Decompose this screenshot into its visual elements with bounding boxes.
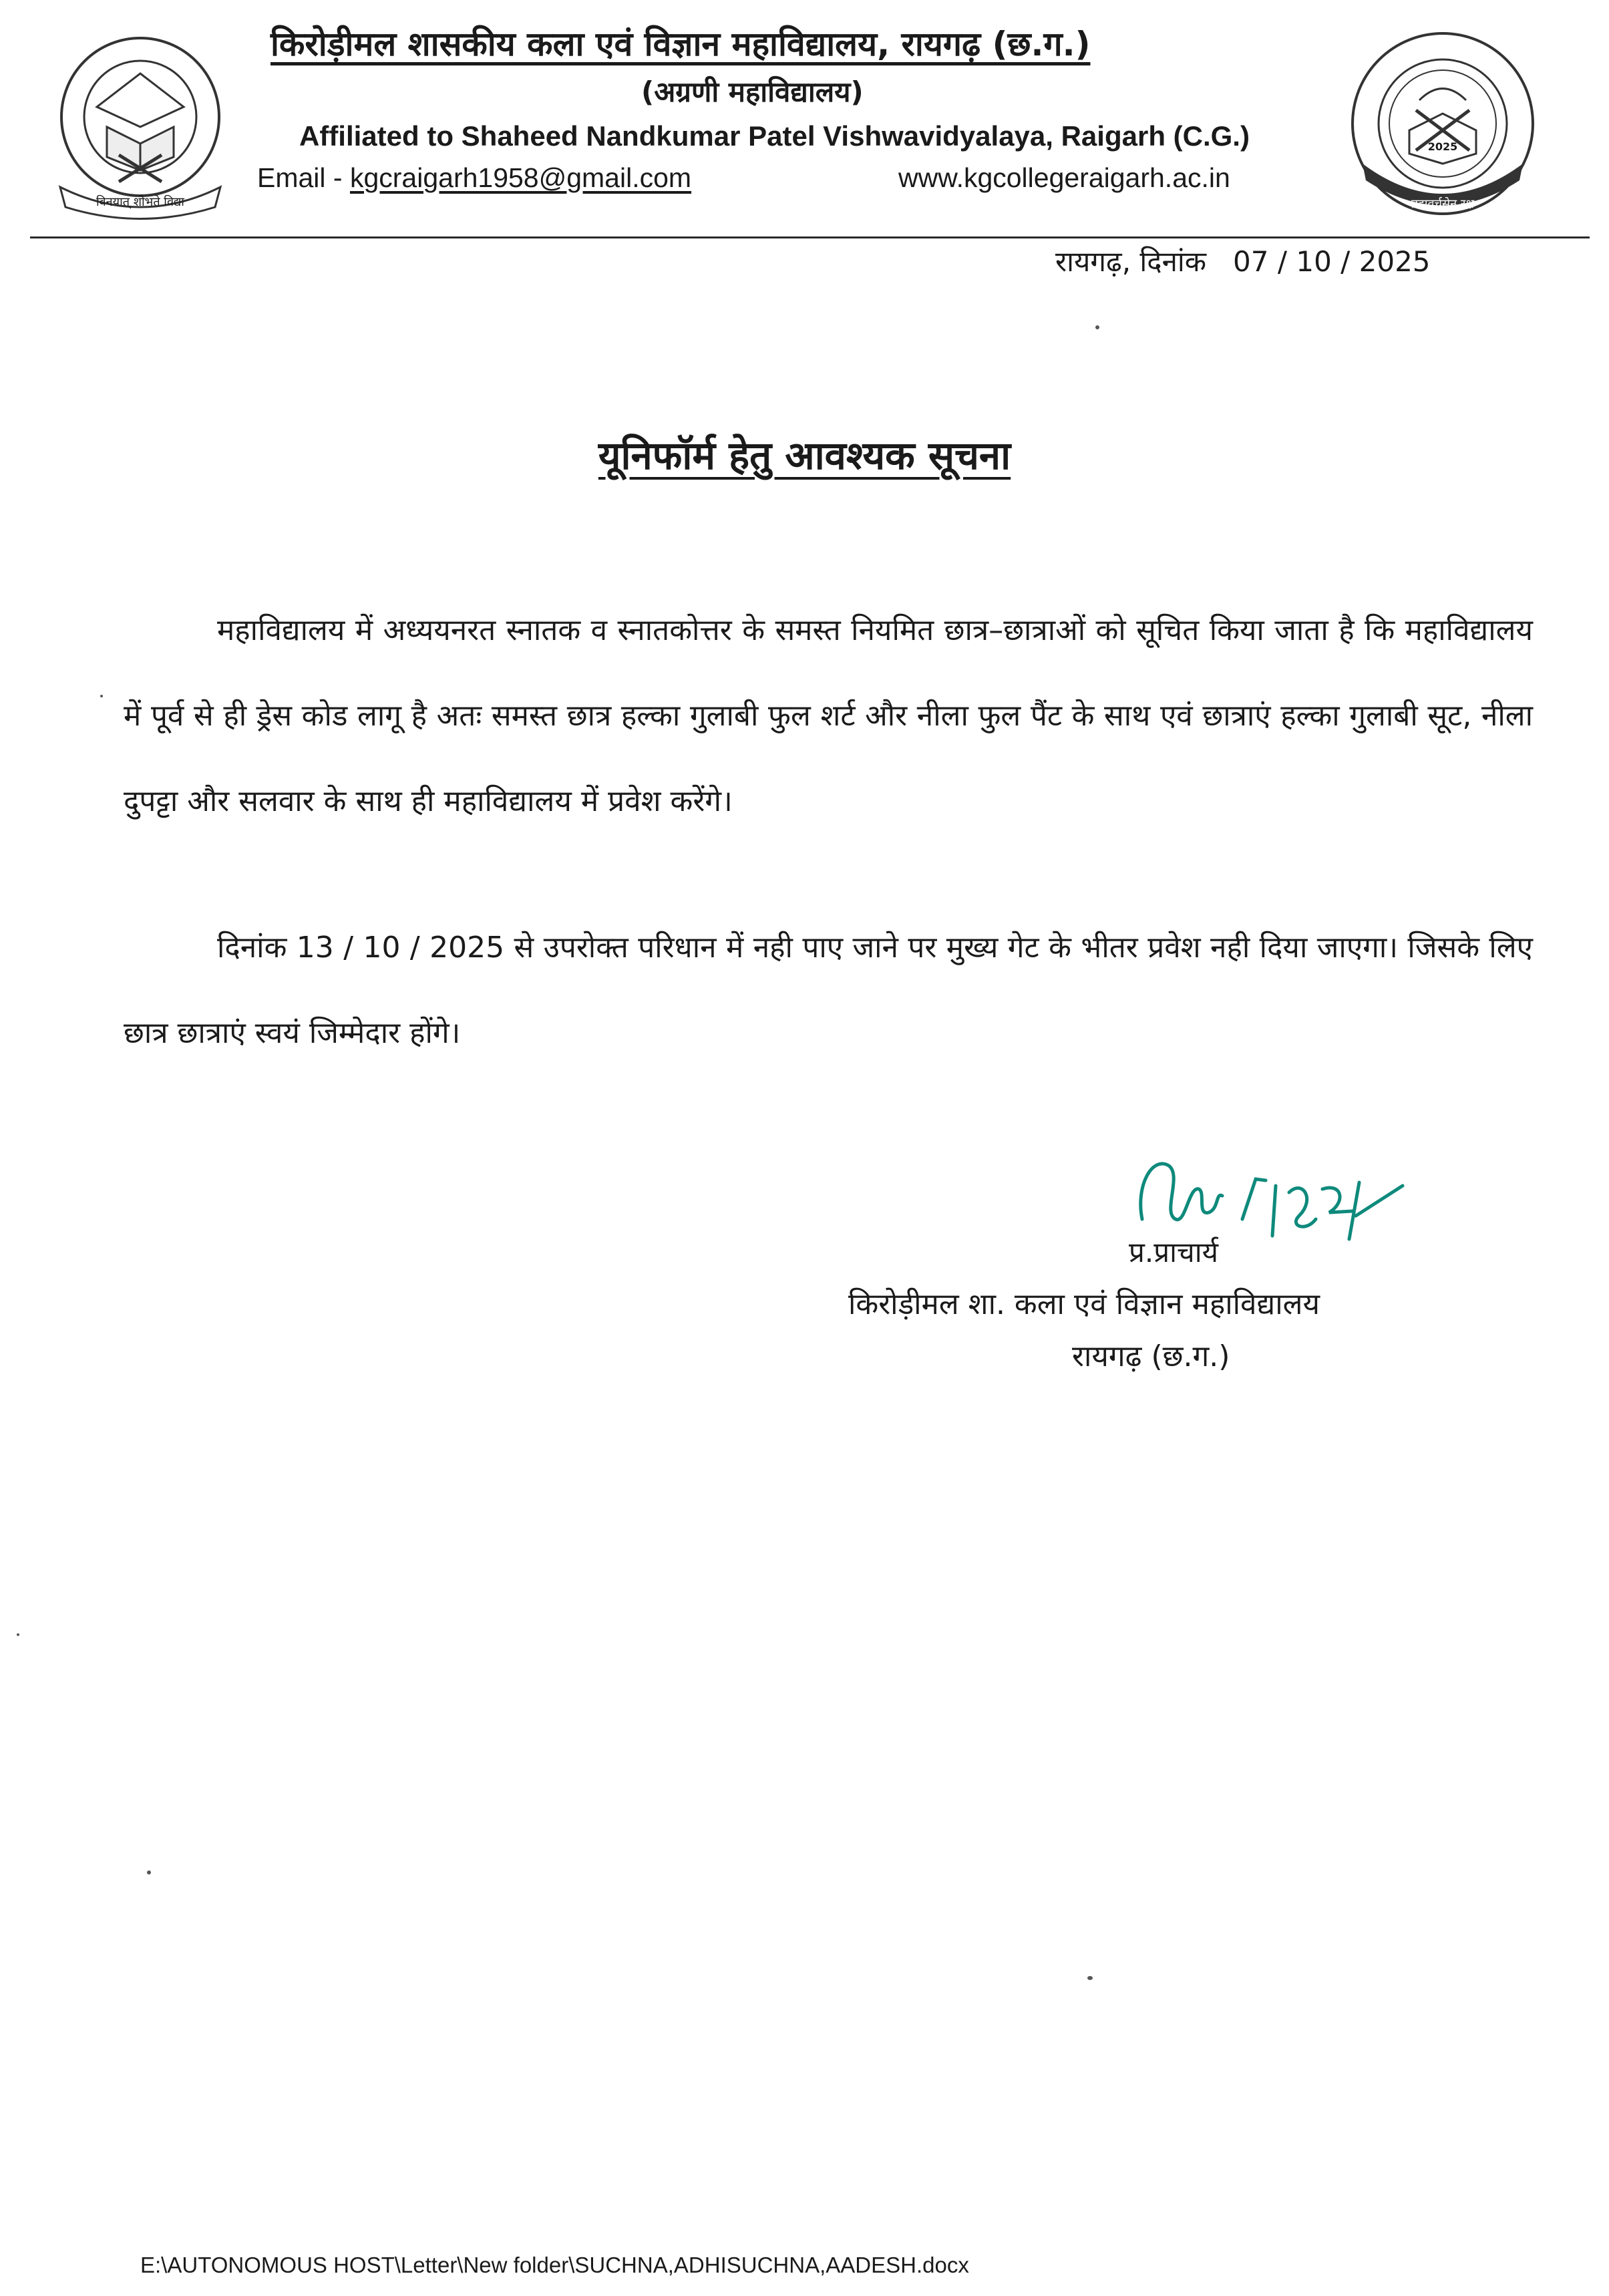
scan-speck [17,1633,19,1636]
right-seal-year: 2025 [1427,140,1458,153]
lead-college-tag: (अग्रणी महाविद्यालय) [641,75,864,108]
letterhead-divider [30,236,1590,238]
left-logo-motto: विनयात् शोभते विद्या [96,195,184,209]
signatory-college: किरोड़ीमल शा. कला एवं विज्ञान महाविद्यालय [848,1287,1320,1321]
body-paragraph-2: दिनांक 13 / 10 / 2025 से उपरोक्त परिधान में नही पाए जाने पर मुख्य गेट के भीतर प्रवेश नही दिया जाएगा। जिसके लिए छात्र छात्राएं स्वयं जिम्मेदार होंगे। [124,931,1533,1050]
college-name-heading: किरोड़ीमल शासकीय कला एवं विज्ञान महाविद्यालय, रायगढ़ (छ.ग.) [271,25,1091,63]
scan-speck [147,1870,151,1874]
scan-speck [1095,325,1099,329]
college-logo-left [40,27,240,220]
university-seal-right [1343,30,1543,220]
date-value: 07 / 10 / 2025 [1233,245,1431,278]
scan-speck [1087,1976,1093,1980]
date-place: रायगढ़, दिनांक [1055,245,1207,278]
email-line [257,162,691,194]
subject-text: यूनिफॉर्म हेतु आवश्यक सूचना [598,433,1011,478]
website-link[interactable]: www.kgcollegeraigarh.ac.in [898,162,1230,193]
scan-speck [100,695,103,697]
notice-subject [0,428,1609,480]
signatory-designation: प्र.प्राचार्य [1129,1236,1218,1269]
body-paragraph-1: महाविद्यालय में अध्ययनरत स्नातक व स्नातकोत्तर के समस्त नियमित छात्र–छात्राओं को सूचित किया जाता है कि महाविद्यालय में पूर्व से ही ड्रेस कोड लागू है अतः समस्त छात्र हल्का गुलाबी फुल शर्ट और नीला फुल पैंट के साथ एवं छात्राएं हल्का गुलाबी सूट, नीला दुपट्टा और सलवार के साथ ही महाविद्यालय में प्रवेश करेंगे। [124,613,1533,818]
affiliation-line: Affiliated to Shaheed Nandkumar Patel Vishwavidyalaya, Raigarh (C.G.) [299,120,1250,152]
footer-file-path: E:\AUTONOMOUS HOST\Letter\New folder\SUCHNA,ADHISUCHNA,AADESH.docx [140,2253,969,2277]
email-link[interactable]: kgcraigarh1958@gmail.com [349,162,692,193]
right-seal-motto: ब्रह्मवर्चसेन रक्ष [1411,197,1475,211]
email-label: Email - [257,162,350,193]
signatory-city: रायगढ़ (छ.ग.) [1072,1339,1230,1373]
date-line [1055,242,1431,280]
